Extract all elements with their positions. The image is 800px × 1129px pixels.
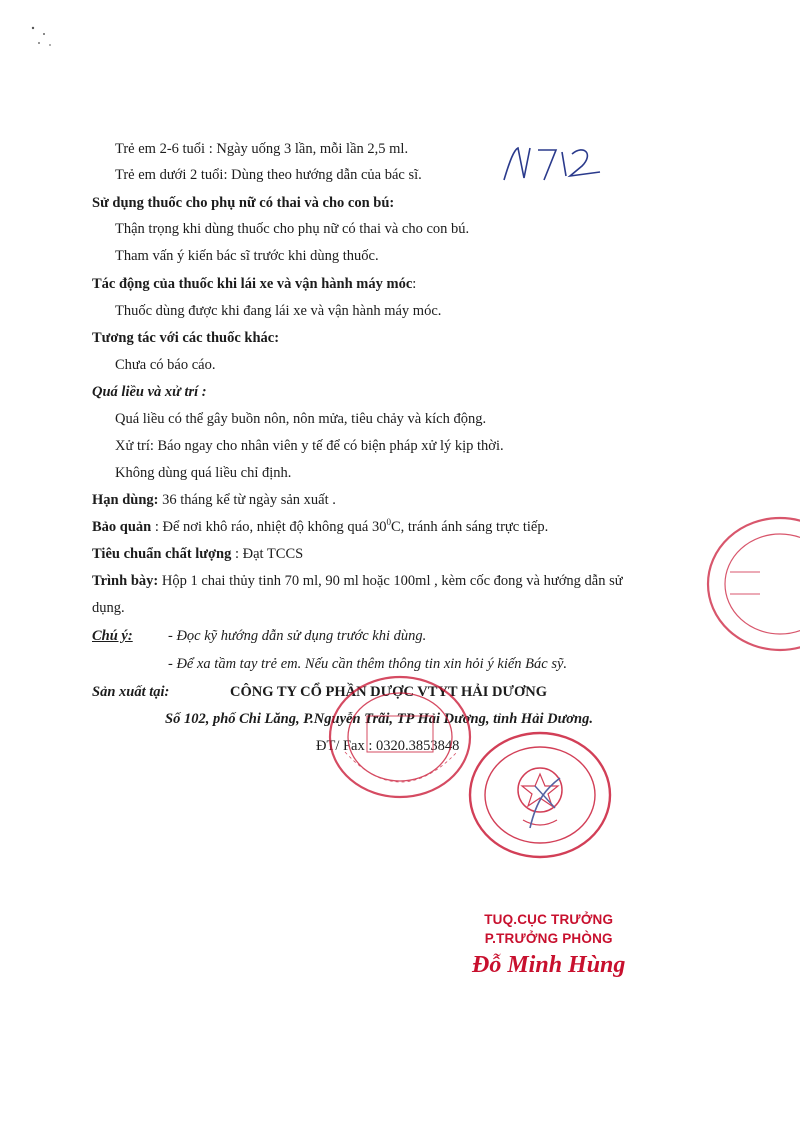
heading-driving bbox=[92, 275, 416, 293]
scan-specks bbox=[30, 25, 70, 55]
note-keep-away: - Để xa tầm tay trẻ em. Nếu cần thêm thông tin xin hỏi ý kiến Bác sỹ. bbox=[168, 656, 568, 672]
heading-pregnancy: Sử dụng thuốc cho phụ nữ có thai và cho con bú: bbox=[92, 195, 395, 211]
interaction-text: Chưa có báo cáo. bbox=[115, 357, 216, 373]
heading-driving-colon: : bbox=[412, 276, 417, 292]
partial-stamp-right bbox=[700, 512, 800, 657]
heading-overdose: Quá liều và xử trí : bbox=[92, 384, 207, 400]
storage-value-end: C, tránh ánh sáng trực tiếp. bbox=[390, 519, 549, 535]
manufacturer-address: Số 102, phố Chi Lăng, P.Nguyễn Trãi, TP Hải Dương, tỉnh Hải Dương. bbox=[165, 711, 593, 727]
overdose-symptoms: Quá liều có thể gây buồn nôn, nôn mửa, tiêu chảy và kích động. bbox=[115, 411, 487, 427]
presentation-label: Trình bày: bbox=[92, 573, 159, 589]
quality-standard-label: Tiêu chuẩn chất lượng bbox=[92, 546, 232, 562]
dosage-child-under-2: Trẻ em dưới 2 tuổi: Dùng theo hướng dẫn của bác sĩ. bbox=[115, 167, 422, 183]
note-read-instructions: - Đọc kỹ hướng dẫn sử dụng trước khi dùng. bbox=[168, 628, 427, 644]
company-stamp bbox=[325, 672, 475, 802]
quality-standard-value: : Đạt TCCS bbox=[231, 546, 304, 562]
authority-stamp bbox=[465, 728, 615, 863]
presentation-cont: dụng. bbox=[92, 600, 125, 616]
signer-name: Đỗ Minh Hùng bbox=[472, 952, 626, 978]
storage-value: : Để nơi khô ráo, nhiệt độ không quá 30 bbox=[151, 519, 387, 535]
manufacturer-phone: ĐT/ Fax : 0320.3853848 bbox=[316, 738, 460, 754]
note-label: Chú ý: bbox=[92, 628, 133, 644]
storage bbox=[92, 518, 548, 536]
pregnancy-caution: Thận trọng khi dùng thuốc cho phụ nữ có thai và cho con bú. bbox=[115, 221, 470, 237]
heading-driving-text: Tác động của thuốc khi lái xe và vận hành máy móc bbox=[92, 276, 413, 292]
heading-interaction: Tương tác với các thuốc khác: bbox=[92, 330, 280, 346]
quality-standard bbox=[92, 545, 303, 563]
shelf-life-label: Hạn dùng: bbox=[92, 492, 159, 508]
manufacturer-label: Sản xuất tại: bbox=[92, 684, 170, 700]
overdose-warning: Không dùng quá liều chỉ định. bbox=[115, 465, 292, 481]
dosage-child-2-6: Trẻ em 2-6 tuổi : Ngày uống 3 lần, mỗi lần 2,5 ml. bbox=[115, 141, 409, 157]
signature-title-2: P.TRƯỞNG PHÒNG bbox=[484, 931, 613, 946]
signature-block bbox=[472, 910, 625, 980]
shelf-life-value: 36 tháng kể từ ngày sản xuất . bbox=[158, 492, 336, 508]
presentation-value: Hộp 1 chai thủy tinh 70 ml, 90 ml hoặc 100ml , kèm cốc đong và hướng dẫn sử bbox=[158, 573, 623, 589]
signature-title-1: TUQ.CỤC TRƯỞNG bbox=[484, 912, 614, 927]
storage-degree: 0 bbox=[386, 517, 391, 528]
driving-text: Thuốc dùng được khi đang lái xe và vận hành máy móc. bbox=[115, 303, 442, 319]
pregnancy-consult: Tham vấn ý kiến bác sĩ trước khi dùng thuốc. bbox=[115, 248, 379, 264]
shelf-life bbox=[92, 491, 336, 509]
manufacturer-name: CÔNG TY CỔ PHẦN DƯỢC VTYT HẢI DƯƠNG bbox=[230, 684, 548, 700]
overdose-handling: Xử trí: Báo ngay cho nhân viên y tế để có biện pháp xử lý kịp thời. bbox=[115, 438, 504, 454]
presentation bbox=[92, 572, 623, 590]
handwritten-note bbox=[500, 140, 610, 190]
storage-label: Bảo quản bbox=[92, 519, 152, 535]
